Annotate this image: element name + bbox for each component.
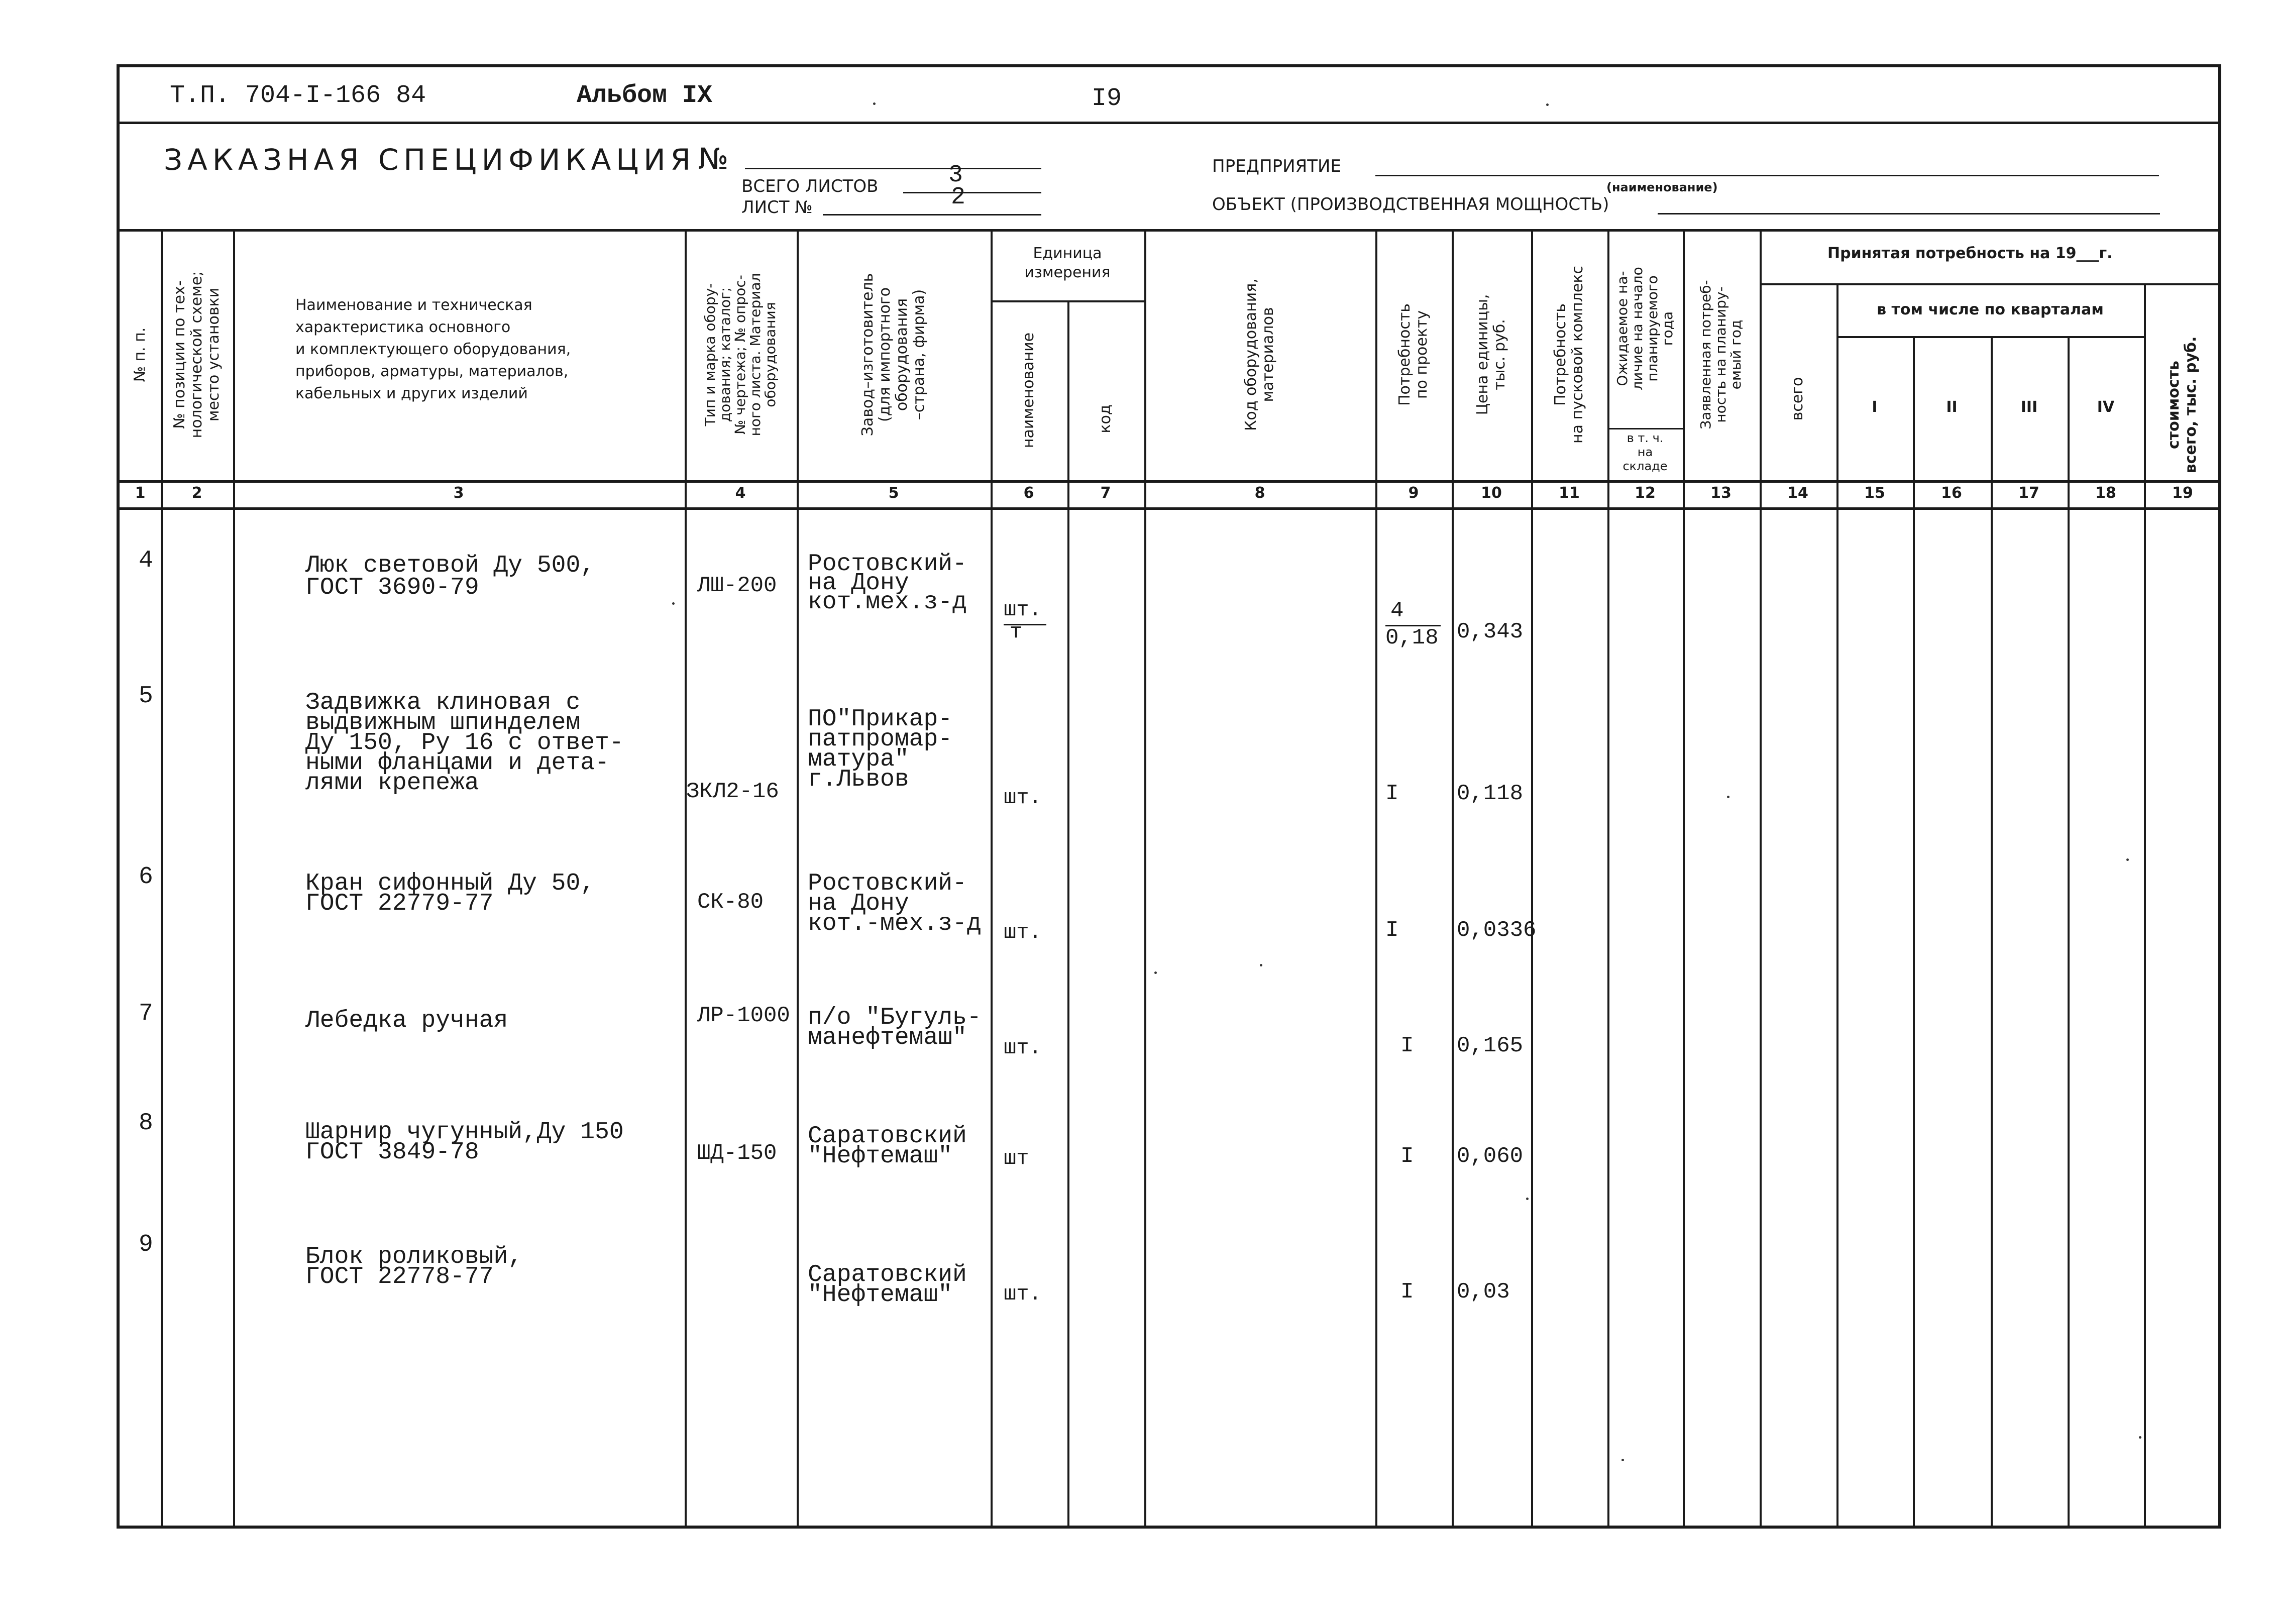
speck (1526, 1198, 1529, 1200)
row-4-num: 4 (139, 547, 153, 574)
col-line-12 (1683, 229, 1685, 1529)
row-6-unit: шт. (1004, 920, 1042, 944)
colnum-12: 12 (1635, 484, 1656, 502)
title-divider (120, 229, 2218, 232)
row-5-qty: I (1385, 781, 1399, 806)
speck (1727, 796, 1729, 798)
row-4-maker: Ростовский- на Дону кот.мех.з-д (808, 551, 967, 616)
total-sheets-value: 3 (948, 162, 963, 189)
speck (2126, 858, 2129, 861)
row-7-qty: I (1400, 1033, 1414, 1058)
col-line-8 (1375, 229, 1377, 1529)
row-5-num: 5 (139, 683, 153, 710)
row-6-price: 0,0336 (1457, 918, 1537, 943)
header-col-1: № п. п. (131, 327, 149, 382)
sheet-value: 2 (951, 184, 965, 211)
header-col-9: Потребность по проекту (1396, 303, 1431, 406)
col-line-18 (2144, 283, 2146, 1529)
col-line-2 (233, 229, 235, 1529)
header-divider (120, 122, 2218, 124)
row-7-unit: шт. (1004, 1036, 1042, 1060)
colnum-5: 5 (888, 484, 899, 502)
row-9-maker: Саратовский "Нефтемаш" (808, 1261, 967, 1309)
row-9-name: Блок роликовый, ГОСТ 22778-77 (305, 1243, 523, 1290)
colnum-17: 17 (2018, 484, 2039, 502)
row-9-num: 9 (139, 1231, 153, 1258)
row-7-num: 7 (139, 1000, 153, 1027)
header-col-6: наименование (1020, 332, 1037, 449)
row-5-name: Задвижка клиновая с выдвижным шпинделем Ду 150, Ру 16 с ответ- ными фланцами и дета- лями крепежа (305, 689, 624, 797)
header-col-16: II (1946, 398, 1958, 416)
row-5-unit: шт. (1004, 786, 1042, 810)
colnum-6: 6 (1023, 484, 1034, 502)
row-6-maker: Ростовский- на Дону кот.-мех.з-д (808, 870, 982, 937)
row-4-unit-2: т (1010, 620, 1023, 644)
colnum-11: 11 (1559, 484, 1580, 502)
row-6-type: СК-80 (697, 890, 764, 915)
row-6-qty: I (1385, 918, 1399, 943)
header-col-13: Заявленная потреб- ность на планиру- емый год (1697, 280, 1744, 429)
row-5-type: ЗКЛ2-16 (686, 779, 779, 804)
row-8-price: 0,060 (1457, 1144, 1524, 1169)
header-unit-group: Единица измерения (1024, 245, 1111, 281)
col-line-10 (1531, 229, 1533, 1529)
total-sheets-underline (903, 192, 1041, 193)
col-line-15 (1913, 336, 1915, 1529)
number-underline (745, 168, 1041, 169)
header-accepted-group: Принятая потребность на 19___г. (1827, 245, 2113, 262)
col-line-14 (1836, 283, 1838, 1529)
album-label: Альбом IX (577, 81, 713, 110)
speck (1546, 103, 1549, 106)
row-7-name: Лебедка ручная (305, 1007, 508, 1034)
row-9-qty: I (1400, 1279, 1414, 1305)
header-col-12: Ожидаемое на- личие на начало планируемого года (1614, 267, 1676, 390)
row-8-unit: шт (1004, 1146, 1029, 1170)
speck (1154, 971, 1157, 974)
colnum-19: 19 (2172, 484, 2193, 502)
speck (2139, 1436, 2141, 1439)
doc-code: Т.П. 704-I-166 84 (170, 81, 426, 110)
col-line-4 (797, 229, 799, 1529)
row-5-maker: ПО"Прикар- патпромар- матура" г.Львов (808, 706, 953, 793)
row-7-price: 0,165 (1457, 1033, 1524, 1058)
header-col-17: III (2020, 398, 2038, 416)
row-6-num: 6 (139, 863, 153, 891)
header-col-12-sub: в т. ч. на складе (1622, 431, 1668, 473)
speck (672, 602, 675, 605)
row-4-type: ЛШ-200 (697, 573, 777, 598)
col-line-9 (1452, 229, 1454, 1529)
colnum-1: 1 (135, 484, 146, 502)
col-line-11 (1607, 229, 1609, 1529)
header-bottom-line (120, 480, 2218, 483)
accepted-group-line (1760, 283, 2221, 285)
page-title: ЗАКАЗНАЯ СПЕЦИФИКАЦИЯ (164, 143, 696, 177)
row-8-num: 8 (139, 1110, 153, 1137)
colnum-7: 7 (1100, 484, 1111, 502)
row-7-type: ЛР-1000 (697, 1003, 790, 1028)
speck (1260, 964, 1262, 966)
row-7-maker: п/о "Бугуль- манефтемаш" (808, 1004, 982, 1051)
row-4-price: 0,343 (1457, 619, 1524, 644)
enterprise-underline (1375, 175, 2159, 176)
colnum-14: 14 (1787, 484, 1808, 502)
row-5-price: 0,118 (1457, 781, 1524, 806)
col-line-7 (1144, 229, 1146, 1529)
object-underline (1658, 213, 2160, 214)
header-col-3: Наименование и техническая характеристика основного и комплектующего оборудования, приборов, арматуры, материалов, кабельных и других изделий (295, 296, 571, 402)
header-quarter-group: в том числе по кварталам (1877, 301, 2104, 318)
col-line-17 (2068, 336, 2070, 1529)
object-label: ОБЪЕКТ (ПРОИЗВОДСТВЕННАЯ МОЩНОСТЬ) (1212, 194, 1609, 214)
speck (1621, 1459, 1624, 1461)
specification-sheet (117, 64, 2221, 1529)
colnum-8: 8 (1254, 484, 1265, 502)
row-6-name: Кран сифонный Ду 50, ГОСТ 22779-77 (305, 870, 595, 917)
row-8-qty: I (1400, 1144, 1414, 1169)
header-col-8: Код оборудования, материалов (1242, 278, 1277, 431)
enterprise-label: ПРЕДПРИЯТИЕ (1212, 156, 1341, 176)
header-col-10: Цена единицы, тыс. руб. (1474, 294, 1508, 415)
row-4-unit: шт. (1004, 598, 1042, 622)
col-line-6 (1067, 301, 1069, 1529)
colnum-13: 13 (1710, 484, 1732, 502)
header-col-15: I (1872, 398, 1878, 416)
header-col-7: код (1097, 404, 1114, 434)
stock-sub-line (1607, 428, 1683, 429)
colnum-9: 9 (1408, 484, 1419, 502)
sheet-underline (823, 214, 1041, 215)
row-4-qty-2: 0,18 (1385, 625, 1439, 651)
header-col-18: IV (2097, 398, 2115, 416)
row-8-name: Шарнир чугунный,Ду 150 ГОСТ 3849-78 (305, 1119, 624, 1166)
colnum-4: 4 (735, 484, 746, 502)
row-9-unit: шт. (1004, 1282, 1042, 1306)
number-label: № (698, 142, 729, 176)
header-col-11: Потребность на пусковой комплекс (1552, 266, 1586, 444)
col-line-1 (161, 229, 163, 1529)
colnum-18: 18 (2095, 484, 2116, 502)
row-4-name: Люк световой Ду 500, ГОСТ 3690-79 (305, 552, 595, 601)
page-number: I9 (1092, 84, 1122, 113)
colnum-15: 15 (1864, 484, 1885, 502)
colnum-2: 2 (191, 484, 202, 502)
colnum-16: 16 (1941, 484, 1962, 502)
header-col-4: Тип и марка обору- дования; каталог; № чертежа; № опрос- ного листа. Материал оборудования (702, 273, 779, 437)
col-line-3 (685, 229, 687, 1529)
header-col-14: всего (1789, 377, 1806, 421)
row-4-qty: 4 (1390, 598, 1404, 623)
header-col-2: № позиции по тех- нологической схеме; место установки (171, 271, 223, 439)
col-line-13 (1760, 229, 1762, 1529)
col-line-16 (1991, 336, 1993, 1529)
naming-note: (наименование) (1606, 180, 1718, 194)
column-number-line (120, 507, 2218, 510)
row-8-maker: Саратовский "Нефтемаш" (808, 1123, 967, 1170)
header-col-19: стоимость всего, тыс. руб. (2165, 336, 2200, 474)
unit-group-line (991, 300, 1144, 302)
speck (873, 102, 876, 105)
header-col-5: Завод–изготовитель (для импортного оборудования –страна, фирма) (859, 273, 928, 437)
quarter-group-line (1836, 336, 2144, 338)
colnum-3: 3 (453, 484, 464, 502)
colnum-10: 10 (1481, 484, 1502, 502)
col-line-5 (991, 229, 993, 1529)
row-9-price: 0,03 (1457, 1279, 1510, 1305)
row-8-type: ШД-150 (697, 1141, 777, 1166)
total-sheets-label: ВСЕГО ЛИСТОВ (741, 176, 879, 196)
sheet-label: ЛИСТ № (741, 197, 813, 218)
